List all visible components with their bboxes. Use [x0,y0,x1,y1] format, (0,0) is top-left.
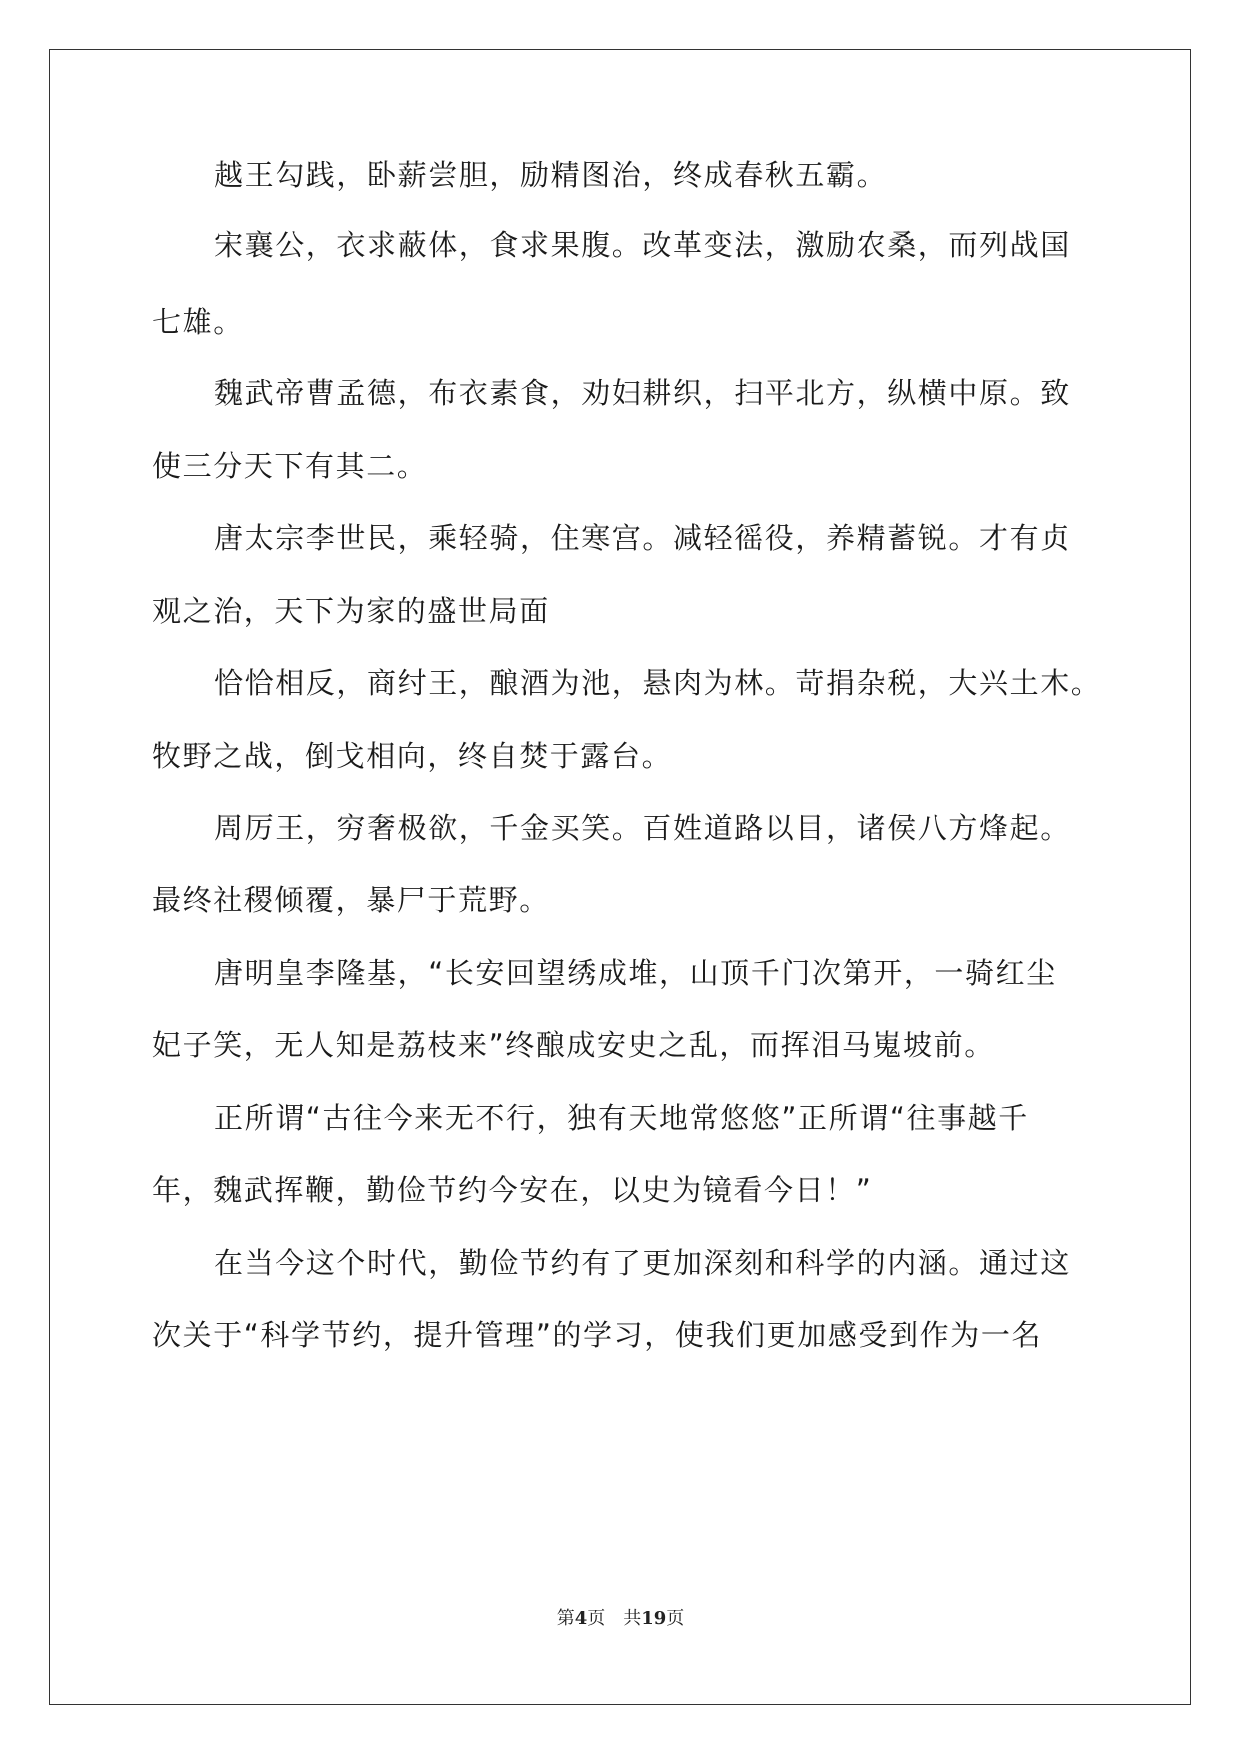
page-footer [0,1607,1241,1631]
paragraph-line: 唐太宗李世民，乘轻骑，住寒宫。减轻徭役，养精蓄锐。才有贞 [214,521,1071,555]
paragraph-line: 年，魏武挥鞭，勤俭节约今安在，以史为镜看今日！” [152,1173,873,1207]
paragraph-line: 牧野之战，倒戈相向，终自焚于露台。 [152,739,673,773]
paragraph-line: 妃子笑，无人知是荔枝来”终酿成安史之乱，而挥泪马嵬坡前。 [152,1028,995,1062]
paragraph-line: 周厉王，穷奢极欲，千金买笑。百姓道路以目，诸侯八方烽起。 [214,811,1071,845]
paragraph-line: 恰恰相反，商纣王，酿酒为池，悬肉为林。苛捐杂税，大兴土木。 [214,666,1102,700]
page-suffix: 页 [587,1608,606,1629]
paragraph-line: 越王勾践，卧薪尝胆，励精图治，终成春秋五霸。 [214,158,888,192]
total-prefix: 共 [623,1608,642,1629]
paragraph-line: 宋襄公，衣求蔽体，食求果腹。改革变法，激励农桑，而列战国 [214,228,1071,262]
paragraph-line: 次关于“科学节约，提升管理”的学习，使我们更加感受到作为一名 [152,1318,1043,1352]
paragraph-line: 正所谓“古往今来无不行，独有天地常悠悠”正所谓“往事越千 [214,1101,1029,1135]
paragraph-line: 观之治，天下为家的盛世局面 [152,594,550,628]
total-pages: 19 [641,1608,667,1629]
paragraph-line: 魏武帝曹孟德，布衣素食，劝妇耕织，扫平北方，纵横中原。致 [214,376,1071,410]
paragraph-line: 唐明皇李隆基，“长安回望绣成堆，山顶千门次第开，一骑红尘 [214,956,1057,990]
paragraph-line: 最终社稷倾覆，暴尸于荒野。 [152,883,550,917]
page-border [49,49,1191,1705]
paragraph-line: 使三分天下有其二。 [152,449,428,483]
page-number: 4 [574,1608,588,1629]
paragraph-line: 七雄。 [152,305,244,339]
paragraph-line: 在当今这个时代，勤俭节约有了更加深刻和科学的内涵。通过这 [214,1246,1071,1280]
page-prefix: 第 [556,1608,575,1629]
total-suffix: 页 [666,1608,685,1629]
